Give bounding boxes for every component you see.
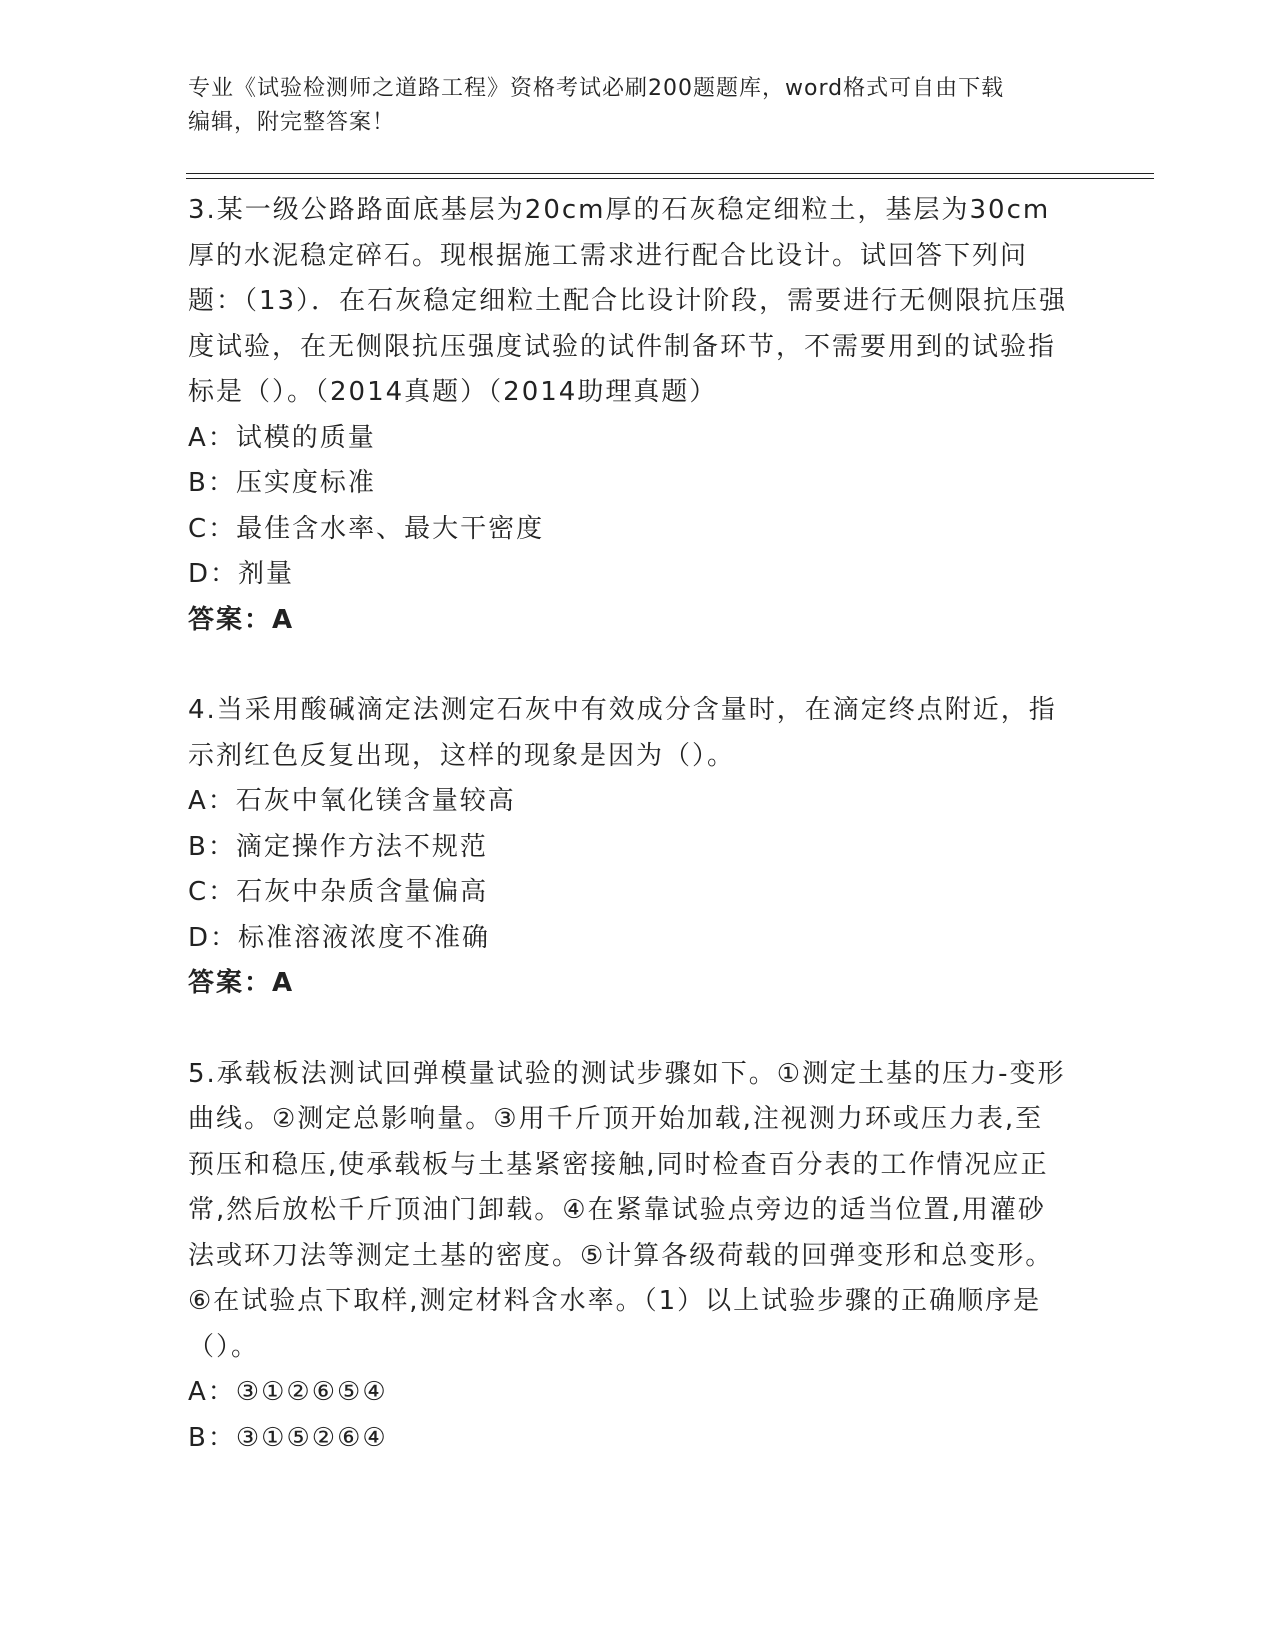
question-5: [188, 1052, 1068, 1462]
header-divider-bottom: [186, 178, 1154, 179]
option-a: A：③①②⑥⑤④: [188, 1377, 388, 1407]
document-header: [188, 72, 1088, 140]
option-b: B：③①⑤②⑥④: [188, 1422, 388, 1453]
option-d: D：剂量: [188, 559, 295, 589]
question-stem: 4.当采用酸碱滴定法测定石灰中有效成分含量时，在滴定终点附近，指示剂红色反复出现，这样的现象是因为（）。: [188, 695, 1057, 771]
option-b: B：滴定操作方法不规范: [188, 831, 488, 862]
question-4: [188, 688, 1068, 1007]
question-stem: 3.某一级公路路面底基层为20cm厚的石灰稳定细粒土，基层为30cm厚的水泥稳定碎石。现根据施工需求进行配合比设计。试回答下列问题：（13）．在石灰稳定细粒土配合比设计阶段，需要进行无侧限抗压强度试验，在无侧限抗压强度试验的试件制备环节，不需要用到的试验指标是（）。（2014真题）（2014助理真题）: [188, 195, 1068, 407]
option-b: B：压实度标准: [188, 468, 376, 498]
option-d: D：标准溶液浓度不准确: [188, 922, 491, 953]
option-a: A：试模的质量: [188, 422, 376, 453]
option-c: C：石灰中杂质含量偏高: [188, 877, 489, 907]
answer: 答案：A: [188, 604, 295, 635]
option-a: A：石灰中氧化镁含量较高: [188, 786, 516, 816]
question-3: [188, 188, 1068, 643]
answer: 答案：A: [188, 968, 295, 998]
question-stem: 5.承载板法测试回弹模量试验的测试步骤如下。①测定土基的压力-变形曲线。②测定总影响量。③用千斤顶开始加载,注视测力环或压力表,至预压和稳压,使承载板与土基紧密接触,同时检查百分表的工作情况应正常,然后放松千斤顶油门卸载。④在紧靠试验点旁边的适当位置,用灌砂法或环刀法等测定土基的密度。⑤计算各级荷载的回弹变形和总变形。⑥在试验点下取样,测定材料含水率。（1）以上试验步骤的正确顺序是（）。: [188, 1058, 1066, 1362]
header-divider-top: [186, 173, 1154, 174]
question-list: [188, 188, 1068, 1506]
option-c: C：最佳含水率、最大干密度: [188, 513, 545, 544]
header-line-1: 专业《试验检测师之道路工程》资格考试必刷200题题库，word格式可自由下载: [188, 76, 1005, 101]
header-line-2: 编辑，附完整答案！: [188, 110, 396, 135]
